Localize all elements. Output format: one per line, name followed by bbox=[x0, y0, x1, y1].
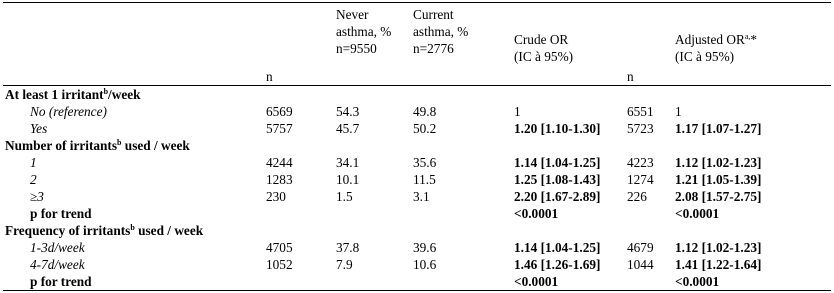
table-row: ≥3 230 1.5 3.1 2.20 [1.67-2.89] 226 2.08 [1.57-2.75] bbox=[30, 189, 762, 204]
header-never-asthma: Never asthma, % n=9550 bbox=[336, 7, 392, 56]
table-row: No (reference) 6569 54.3 49.8 1 6551 1 bbox=[30, 104, 682, 119]
trend-row: p for trend <0.0001 <0.0001 bbox=[30, 274, 720, 289]
table-row: 1 4244 34.1 35.6 1.14 [1.04-1.25] 4223 1.12 [1.02-1.23] bbox=[30, 155, 762, 170]
section-row: Number of irritants$^b$ used / week bbox=[5, 138, 190, 153]
trend-row: p for trend <0.0001 <0.0001 bbox=[30, 206, 720, 221]
table-row: 2 1283 10.1 11.5 1.25 [1.08-1.43] 1274 1.21 [1.05-1.39] bbox=[30, 172, 762, 187]
section-row: Frequency of irritants$^b$ used / week bbox=[5, 223, 204, 238]
bottom-rule bbox=[3, 290, 831, 291]
header-n-adjusted: n bbox=[627, 69, 634, 84]
table-row: 4-7d/week 1052 7.9 10.6 1.46 [1.26-1.69] 1044 1.41 [1.22-1.64] bbox=[30, 257, 762, 272]
header-current-asthma: Current asthma, % n=2776 bbox=[413, 7, 469, 56]
header-crude-or: Crude OR (IC à 95%) bbox=[514, 32, 574, 64]
top-rule bbox=[3, 2, 831, 3]
section-row: At least 1 irritant$^b$/week bbox=[5, 87, 141, 102]
table-row: Yes 5757 45.7 50.2 1.20 [1.10-1.30] 5723 1.17 [1.07-1.27] bbox=[30, 121, 762, 136]
header-adjusted-or: Adjusted $OR^{a,}*$ (IC à 95%) bbox=[675, 32, 758, 64]
table-row: 1-3d/week 4705 37.8 39.6 1.14 [1.04-1.25] 4679 1.12 [1.02-1.23] bbox=[30, 240, 762, 255]
header-n: n bbox=[266, 69, 273, 84]
